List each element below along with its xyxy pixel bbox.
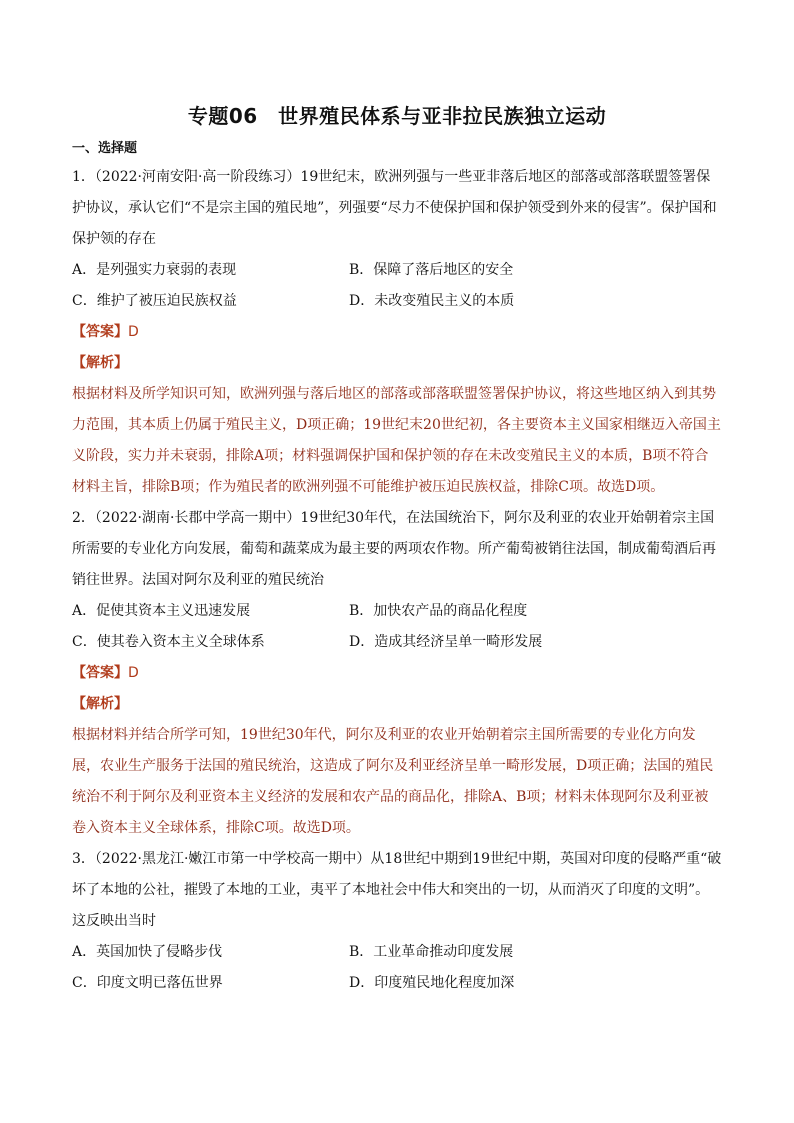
question-3: [72, 844, 722, 999]
option-c: C．使其卷入资本主义全球体系: [72, 634, 265, 650]
answer-label: 【答案】: [72, 324, 128, 340]
option-a: A．促使其资本主义迅速发展: [72, 603, 251, 619]
option-d: D．印度殖民地化程度加深: [349, 975, 515, 991]
analysis-label: 【解析】: [72, 355, 128, 371]
analysis-text: 根据材料及所学知识可知，欧洲列强与落后地区的部落或部落联盟签署保护协议，将这些地区纳入到其势力范围，其本质上仍属于殖民主义，D项正确；19世纪末20世纪初，各主要资本主义国家相继迈入帝国主义阶段，实力并未衰弱，排除A项；材料强调保护国和保护领的存在未改变殖民主义的本质，B项不符合材料主旨，排除B项；作为殖民者的欧洲列强不可能维护被压迫民族权益，排除C项。故选D项。: [72, 386, 721, 495]
question-stem: 2．（2022·湖南·长郡中学高一期中）19世纪30年代，在法国统治下，阿尔及利亚的农业开始朝着宗主国所需要的专业化方向发展，葡萄和蔬菜成为最主要的两项农作物。所产葡萄被销往法国，制成葡萄酒后再销往世界。法国对阿尔及利亚的殖民统治: [72, 510, 716, 588]
question-stem: 1．（2022·河南安阳·高一阶段练习）19世纪末，欧洲列强与一些亚非落后地区的部落或部落联盟签署保护协议，承认它们“不是宗主国的殖民地”，列强要“尽力不使保护国和保护领受到外来的侵害”。保护国和保护领的存在: [72, 169, 717, 247]
answer-value: D: [128, 324, 139, 340]
option-c: C．维护了被压迫民族权益: [72, 293, 237, 309]
question-2: [72, 503, 722, 844]
option-d: D．造成其经济呈单一畸形发展: [349, 634, 543, 650]
option-b: B．工业革命推动印度发展: [349, 944, 514, 960]
document-page: [72, 100, 722, 999]
analysis-text: 根据材料并结合所学可知，19世纪30年代，阿尔及利亚的农业开始朝着宗主国所需要的专业化方向发展，农业生产服务于法国的殖民统治，这造成了阿尔及利亚经济呈单一畸形发展，D项正确；法国的殖民统治不利于阿尔及利亚资本主义经济的发展和农产品的商品化，排除A、B项；材料未体现阿尔及利亚被卷入资本主义全球体系，排除C项。故选D项。: [72, 727, 714, 836]
answer-value: D: [128, 665, 139, 681]
option-d: D．未改变殖民主义的本质: [349, 293, 515, 309]
option-b: B．保障了落后地区的安全: [349, 262, 514, 278]
analysis-label: 【解析】: [72, 696, 128, 712]
option-a: A．是列强实力衰弱的表现: [72, 262, 237, 278]
section-heading: 一、选择题: [72, 141, 138, 156]
question-options: [72, 255, 722, 317]
answer-label: 【答案】: [72, 665, 128, 681]
question-options: [72, 596, 722, 658]
option-a: A．英国加快了侵略步伐: [72, 944, 223, 960]
option-b: B．加快农产品的商品化程度: [349, 603, 528, 619]
answer-line: [72, 658, 722, 689]
question-1: [72, 162, 722, 503]
answer-line: [72, 317, 722, 348]
question-options: [72, 937, 722, 999]
page-title: 专题06 世界殖民体系与亚非拉民族独立运动: [187, 104, 607, 128]
option-c: C．印度文明已落伍世界: [72, 975, 223, 991]
question-stem: 3．（2022·黑龙江·嫩江市第一中学校高一期中）从18世纪中期到19世纪中期，英国对印度的侵略严重“破坏了本地的公社，摧毁了本地的工业，夷平了本地社会中伟大和突出的一切，从而消灭了印度的文明”。这反映出当时: [72, 851, 722, 929]
